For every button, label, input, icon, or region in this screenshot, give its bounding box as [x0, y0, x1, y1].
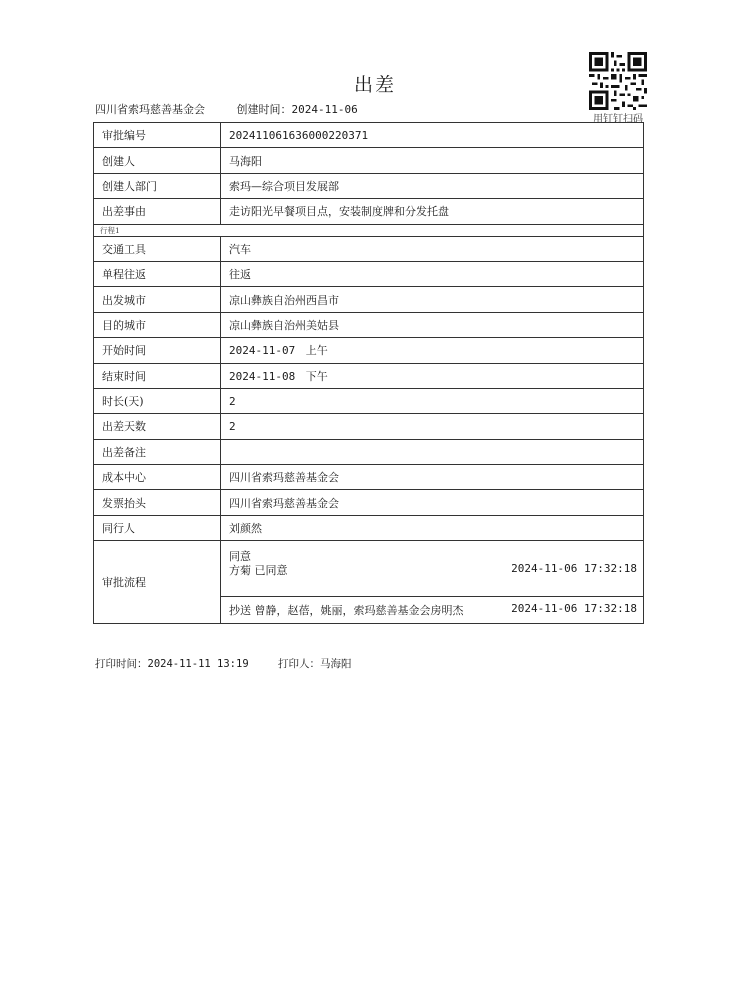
created-time-label: 创建时间：: [236, 103, 292, 116]
document-header: [95, 101, 358, 117]
printer: [278, 658, 352, 670]
table-row: [94, 515, 644, 540]
approval-number-value: 202411061636000220371: [221, 123, 644, 148]
field-label: 出发城市: [94, 287, 221, 312]
field-label: 出差备注: [94, 439, 221, 464]
table-row: [94, 199, 644, 224]
field-label: 成本中心: [94, 465, 221, 490]
print-time-label: 打印时间：: [95, 658, 148, 670]
approval-flow-label: 审批流程: [94, 541, 221, 624]
qr-code-icon: [589, 52, 647, 110]
table-row: [94, 388, 644, 413]
printer-label: 打印人：: [278, 658, 320, 670]
table-row: [94, 261, 644, 286]
print-time: [95, 658, 249, 670]
field-label: 交通工具: [94, 236, 221, 261]
print-footer: [95, 656, 352, 671]
field-label: 出差天数: [94, 414, 221, 439]
trip-days-value: 2: [221, 414, 644, 439]
approval-flow-row: [94, 541, 644, 597]
table-row: [94, 465, 644, 490]
cc-step: [221, 597, 644, 624]
duration-value: 2: [221, 388, 644, 413]
travel-form-table: [93, 122, 644, 624]
table-row: [94, 287, 644, 312]
qr-caption: 用钉钉扫码: [593, 114, 643, 125]
approver: 方菊 已同意: [229, 564, 288, 578]
table-row: [94, 439, 644, 464]
section-label: 行程1: [94, 224, 644, 236]
start-period: 上午: [305, 344, 328, 358]
field-label: 单程往返: [94, 261, 221, 286]
start-time-value: [221, 338, 644, 363]
approve-time: 2024-11-06 17:32:18: [511, 562, 637, 576]
field-label: 审批编号: [94, 123, 221, 148]
table-row: [94, 414, 644, 439]
table-row: [94, 363, 644, 388]
approval-status: 同意: [229, 550, 251, 564]
companions-value: 刘颜然: [221, 515, 644, 540]
cc-time: 2024-11-06 17:32:18: [511, 602, 637, 616]
field-label: 创建人: [94, 148, 221, 173]
table-row: [94, 312, 644, 337]
org-name: 四川省索玛慈善基金会: [95, 103, 205, 116]
to-city-value: 凉山彝族自治州美姑县: [221, 312, 644, 337]
cost-center-value: 四川省索玛慈善基金会: [221, 465, 644, 490]
created-time-value: 2024-11-06: [291, 103, 358, 116]
table-row: [94, 236, 644, 261]
end-time-value: [221, 363, 644, 388]
trip-type-value: 往返: [221, 261, 644, 286]
end-period: 下午: [305, 369, 328, 383]
start-date: 2024-11-07: [229, 344, 296, 358]
printer-value: 马海阳: [320, 658, 352, 670]
field-label: 创建人部门: [94, 173, 221, 198]
cc-list: 抄送 曾静，赵蓓，姚丽，索玛慈善基金会房明杰: [229, 604, 464, 618]
field-label: 结束时间: [94, 363, 221, 388]
page-title: 出差: [353, 74, 396, 96]
table-row: [94, 148, 644, 173]
approval-flow-step: [221, 541, 644, 597]
field-label: 出差事由: [94, 199, 221, 224]
field-label: 时长(天): [94, 388, 221, 413]
field-label: 同行人: [94, 515, 221, 540]
table-row: [94, 173, 644, 198]
created-time: [237, 103, 358, 116]
reason-value: 走访阳光早餐项目点，安装制度牌和分发托盘: [221, 199, 644, 224]
print-time-value: 2024-11-11 13:19: [147, 658, 249, 670]
from-city-value: 凉山彝族自治州西昌市: [221, 287, 644, 312]
creator-value: 马海阳: [221, 148, 644, 173]
table-row: [94, 123, 644, 148]
remarks-value: [221, 439, 644, 464]
table-row: [94, 490, 644, 515]
table-row: [94, 338, 644, 363]
field-label: 目的城市: [94, 312, 221, 337]
section-row: [94, 224, 644, 236]
creator-dept-value: 索玛—综合项目发展部: [221, 173, 644, 198]
invoice-title-value: 四川省索玛慈善基金会: [221, 490, 644, 515]
field-label: 发票抬头: [94, 490, 221, 515]
field-label: 开始时间: [94, 338, 221, 363]
transport-value: 汽车: [221, 236, 644, 261]
end-date: 2024-11-08: [229, 369, 296, 383]
